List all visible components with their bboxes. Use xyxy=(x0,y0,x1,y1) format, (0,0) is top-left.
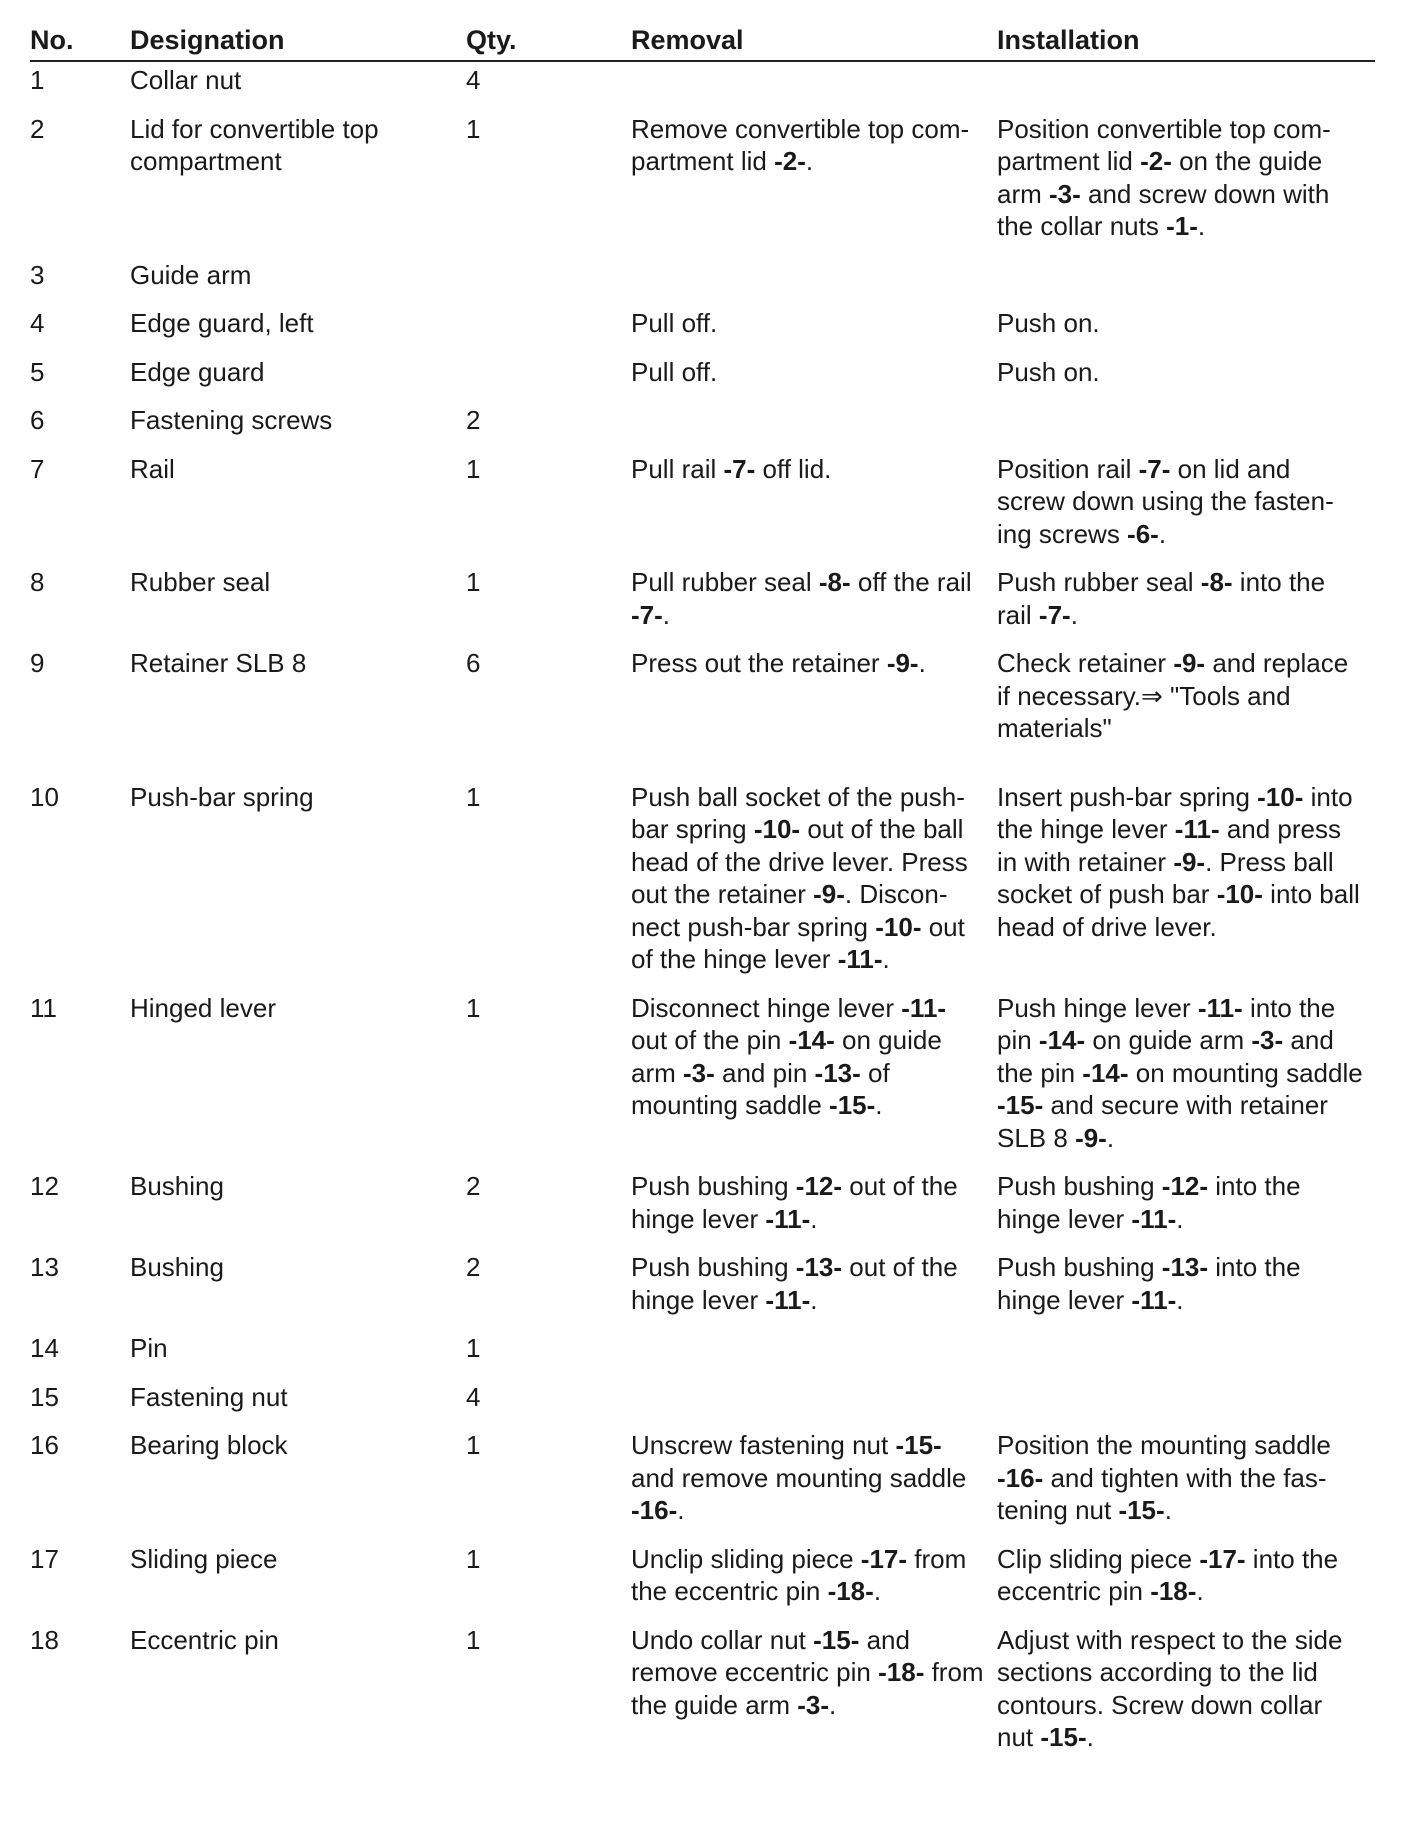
cell-installation: Clip sliding piece -17- into the eccentric pin -18-. xyxy=(997,1543,1339,1606)
cell-qty xyxy=(466,356,631,405)
cell-qty xyxy=(466,259,631,308)
table-row xyxy=(30,356,1375,405)
cell-no: 13 xyxy=(30,1252,59,1282)
cell-installation xyxy=(997,1332,1375,1381)
cell-qty: 1 xyxy=(466,1624,481,1655)
cell-no: 17 xyxy=(30,1543,59,1574)
cell-installation: Position the mounting saddle -16- and tighten with the fas-tening nut -15-. xyxy=(997,1430,1331,1525)
cell-installation xyxy=(997,404,1375,453)
cell-installation: Push bushing -12- into the hinge lever -11-. xyxy=(997,1171,1301,1234)
cell-qty: 1 xyxy=(466,992,481,1023)
cell-designation: Lid for convertible top compartment xyxy=(130,113,379,176)
table-header-row xyxy=(30,22,1375,61)
cell-removal: Push ball socket of the push-bar spring -10- out of the ball head of the drive lever. Press out the retainer -9-. Discon-nect push-bar spring -10- out of the hinge lever -11-. xyxy=(631,781,968,974)
cell-installation: Push hinge lever -11- into the pin -14- on guide arm -3- and the pin -14- on mounting saddle -15- and secure with retainer SLB 8 -9-. xyxy=(997,992,1363,1153)
cell-installation: Push bushing -13- into the hinge lever -11-. xyxy=(997,1252,1301,1315)
cell-installation: Adjust with respect to the side sections according to the lid contours. Screw down collar nut -15-. xyxy=(997,1624,1343,1752)
cell-no: 9 xyxy=(30,648,45,678)
cell-qty: 2 xyxy=(466,405,481,435)
cell-designation: Rubber seal xyxy=(130,567,271,597)
cell-designation: Fastening nut xyxy=(130,1381,288,1412)
cell-no: 1 xyxy=(30,65,45,95)
cell-installation xyxy=(997,61,1375,113)
cell-designation: Bushing xyxy=(130,1171,224,1201)
cell-designation: Guide arm xyxy=(130,259,252,290)
table-body xyxy=(30,61,1375,1770)
cell-designation: Edge guard xyxy=(130,356,265,387)
cell-removal: Pull off. xyxy=(631,308,718,338)
cell-installation: Push on. xyxy=(997,308,1100,338)
table-row xyxy=(30,61,1375,113)
cell-removal: Pull rubber seal -8- off the rail -7-. xyxy=(631,567,972,630)
cell-no: 5 xyxy=(30,356,45,387)
cell-no: 18 xyxy=(30,1624,59,1655)
cell-installation: Insert push-bar spring -10- into the hinge lever -11- and press in with retainer -9-. Press ball socket of push bar -10- into ball head of drive lever. xyxy=(997,781,1360,942)
cell-designation: Sliding piece xyxy=(130,1543,278,1574)
cell-qty: 1 xyxy=(466,113,481,144)
table-row xyxy=(30,1429,1375,1543)
cell-removal xyxy=(631,1381,997,1430)
table-row xyxy=(30,307,1375,356)
cell-removal: Unclip sliding piece -17- from the eccentric pin -18-. xyxy=(631,1543,967,1606)
cell-removal: Push bushing -12- out of the hinge lever -11-. xyxy=(631,1171,958,1234)
table-row xyxy=(30,404,1375,453)
cell-qty: 1 xyxy=(466,1543,481,1574)
table-row xyxy=(30,1251,1375,1332)
cell-removal xyxy=(631,1332,997,1381)
cell-qty xyxy=(466,307,631,356)
cell-designation: Retainer SLB 8 xyxy=(130,648,307,678)
cell-designation: Collar nut xyxy=(130,65,242,95)
cell-designation: Bushing xyxy=(130,1252,224,1282)
cell-installation: Push rubber seal -8- into the rail -7-. xyxy=(997,567,1326,630)
cell-designation: Pin xyxy=(130,1333,168,1363)
table-row xyxy=(30,1332,1375,1381)
table-row xyxy=(30,566,1375,647)
cell-qty: 6 xyxy=(466,648,481,678)
header-removal: Removal xyxy=(631,22,997,61)
table-row xyxy=(30,259,1375,308)
cell-designation: Push-bar spring xyxy=(130,781,314,812)
table-row xyxy=(30,992,1375,1171)
cell-qty: 1 xyxy=(466,781,481,812)
cell-installation: Position convertible top com-partment lid -2- on the guide arm -3- and screw down with the collar nuts -1-. xyxy=(997,113,1331,241)
table-row xyxy=(30,1170,1375,1251)
cell-installation: Position rail -7- on lid and screw down using the fasten-ing screws -6-. xyxy=(997,453,1334,549)
parts-table xyxy=(30,22,1375,1770)
cell-installation: Check retainer -9- and replace if necessary.⇒ "Tools and materials" xyxy=(997,648,1349,743)
table-row xyxy=(30,1624,1375,1770)
cell-qty: 1 xyxy=(466,453,481,484)
cell-removal: Unscrew fastening nut -15- and remove mounting saddle -16-. xyxy=(631,1430,967,1525)
header-no: No. xyxy=(30,22,130,61)
header-qty: Qty. xyxy=(466,22,631,61)
cell-qty: 1 xyxy=(466,1333,481,1363)
cell-removal xyxy=(631,259,997,308)
header-installation: Installation xyxy=(997,22,1375,61)
cell-removal: Remove convertible top com-partment lid -2-. xyxy=(631,113,970,176)
cell-removal xyxy=(631,61,997,113)
cell-removal: Press out the retainer -9-. xyxy=(631,648,926,678)
cell-no: 15 xyxy=(30,1381,59,1412)
table-row xyxy=(30,1381,1375,1430)
cell-removal: Undo collar nut -15- and remove eccentric pin -18- from the guide arm -3-. xyxy=(631,1624,984,1720)
cell-installation: Push on. xyxy=(997,356,1100,387)
cell-designation: Rail xyxy=(130,453,175,484)
cell-qty: 1 xyxy=(466,1430,481,1460)
cell-qty: 2 xyxy=(466,1252,481,1282)
cell-qty: 4 xyxy=(466,65,481,95)
cell-qty: 4 xyxy=(466,1381,481,1412)
cell-no: 8 xyxy=(30,567,45,597)
table-row xyxy=(30,113,1375,259)
cell-designation: Edge guard, left xyxy=(130,308,314,338)
cell-installation xyxy=(997,259,1375,308)
parts-table-page xyxy=(30,22,1375,1770)
cell-no: 6 xyxy=(30,405,45,435)
cell-no: 3 xyxy=(30,259,45,290)
cell-designation: Hinged lever xyxy=(130,992,276,1023)
cell-removal: Pull off. xyxy=(631,356,718,387)
table-row xyxy=(30,453,1375,567)
cell-removal: Push bushing -13- out of the hinge lever -11-. xyxy=(631,1252,958,1315)
cell-no: 12 xyxy=(30,1171,59,1201)
cell-no: 4 xyxy=(30,308,45,338)
table-row xyxy=(30,1543,1375,1624)
cell-qty: 2 xyxy=(466,1171,481,1201)
cell-no: 11 xyxy=(30,992,57,1023)
header-designation: Designation xyxy=(130,22,466,61)
cell-removal xyxy=(631,404,997,453)
cell-designation: Eccentric pin xyxy=(130,1624,279,1655)
cell-no: 7 xyxy=(30,453,45,484)
cell-installation xyxy=(997,1381,1375,1430)
cell-removal: Pull rail -7- off lid. xyxy=(631,453,832,484)
cell-no: 10 xyxy=(30,781,59,812)
cell-no: 14 xyxy=(30,1333,59,1363)
table-row xyxy=(30,781,1375,992)
cell-no: 2 xyxy=(30,113,45,144)
cell-no: 16 xyxy=(30,1430,59,1460)
cell-designation: Bearing block xyxy=(130,1430,288,1460)
table-row xyxy=(30,647,1375,781)
cell-removal: Disconnect hinge lever -11- out of the pin -14- on guide arm -3- and pin -13- of mounting saddle -15-. xyxy=(631,992,947,1120)
cell-qty: 1 xyxy=(466,567,481,597)
cell-designation: Fastening screws xyxy=(130,405,333,435)
